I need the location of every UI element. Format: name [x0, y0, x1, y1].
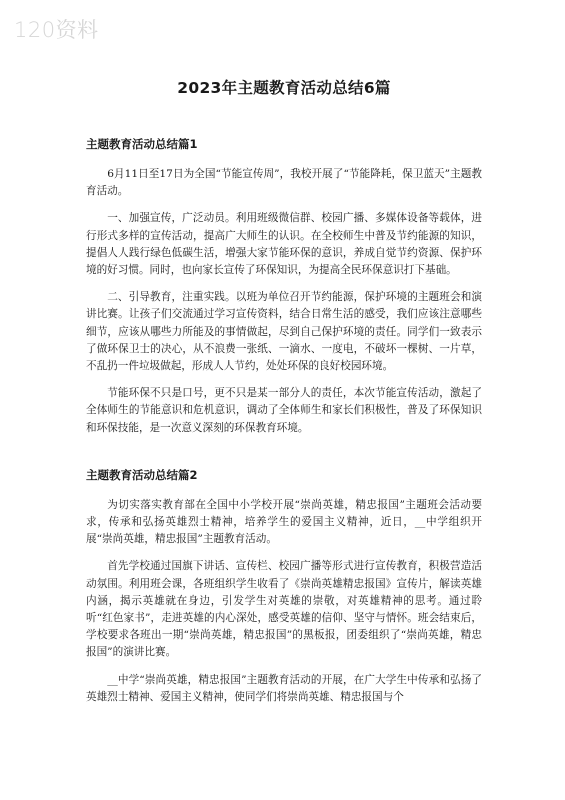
paragraph: 为切实落实教育部在全国中小学校开展“崇尚英雄，精忠报国”主题班会活动要求，传承和弘扬英雄烈士精神，培养学生的爱国主义精神，近日，__中学组织开展“崇尚英雄，精忠报国”主题教育活动。: [86, 498, 482, 546]
section-2: [86, 467, 482, 706]
paragraph: 首先学校通过国旗下讲话、宣传栏、校园广播等形式进行宣传教育，积极营造活动氛围。利用班会课，各班组织学生收看了《崇尚英雄精忠报国》宣传片，解读英雄内涵，揭示英雄就在身边，引发学生对英雄的崇敬，对英雄精神的思考。通过聆听“红色家书”，走进英雄的内心深处，感受英雄的信仰、坚守与情怀。班会结束后，学校要求各班出一期“崇尚英雄，精忠报国”的黑板报，团委组织了“崇尚英雄，精忠报国”的演讲比赛。: [86, 560, 482, 659]
section-heading: 主题教育活动总结篇2: [86, 467, 198, 482]
document-page: [86, 76, 482, 736]
paragraph: 6月11日至17日为全国“节能宣传周”，我校开展了“节能降耗，保卫蓝天”主题教育活动。: [86, 168, 482, 198]
paragraph: 一、加强宣传，广泛动员。利用班级微信群、校园广播、多媒体设备等载体，进行形式多样的宣传活动，提高广大师生的认识。在全校师生中普及节约能源的知识，提倡人人践行绿色低碳生活，增强大家节能环保的意识，养成自觉节约资源、保护环境的好习惯。同时，也向家长宣传了环保知识，为提高全民环保意识打下基础。: [86, 212, 482, 277]
page-title: 2023年主题教育活动总结6篇: [177, 79, 391, 97]
paragraph: 节能环保不只是口号，更不只是某一部分人的责任，本次节能宣传活动，激起了全体师生的节能意识和危机意识，调动了全体师生和家长们积极性，普及了环保知识和环保技能，是一次意义深刻的环保教育环境。: [86, 387, 482, 434]
watermark-logo: 120资料: [14, 18, 99, 42]
paragraph: __中学“崇尚英雄，精忠报国”主题教育活动的开展，在广大学生中传承和弘扬了英雄烈士精神、爱国主义精神，使同学们将崇尚英雄、精忠报国与个: [86, 673, 482, 703]
paragraph: 二、引导教育，注重实践。以班为单位召开节约能源，保护环境的主题班会和演讲比赛。让孩子们交流通过学习宣传资料，结合日常生活的感受，我们应该注意哪些细节，应该从哪些力所能及的事情做起，尽到自己保护环境的责任。同学们一致表示了做环保卫士的决心，从不浪费一张纸、一滴水、一度电，不破坏一棵树、一片草，不乱扔一件垃圾做起，形成人人节约，处处环保的良好校园环境。: [86, 291, 482, 373]
section-heading: 主题教育活动总结篇1: [86, 137, 198, 151]
section-1: [86, 136, 482, 437]
